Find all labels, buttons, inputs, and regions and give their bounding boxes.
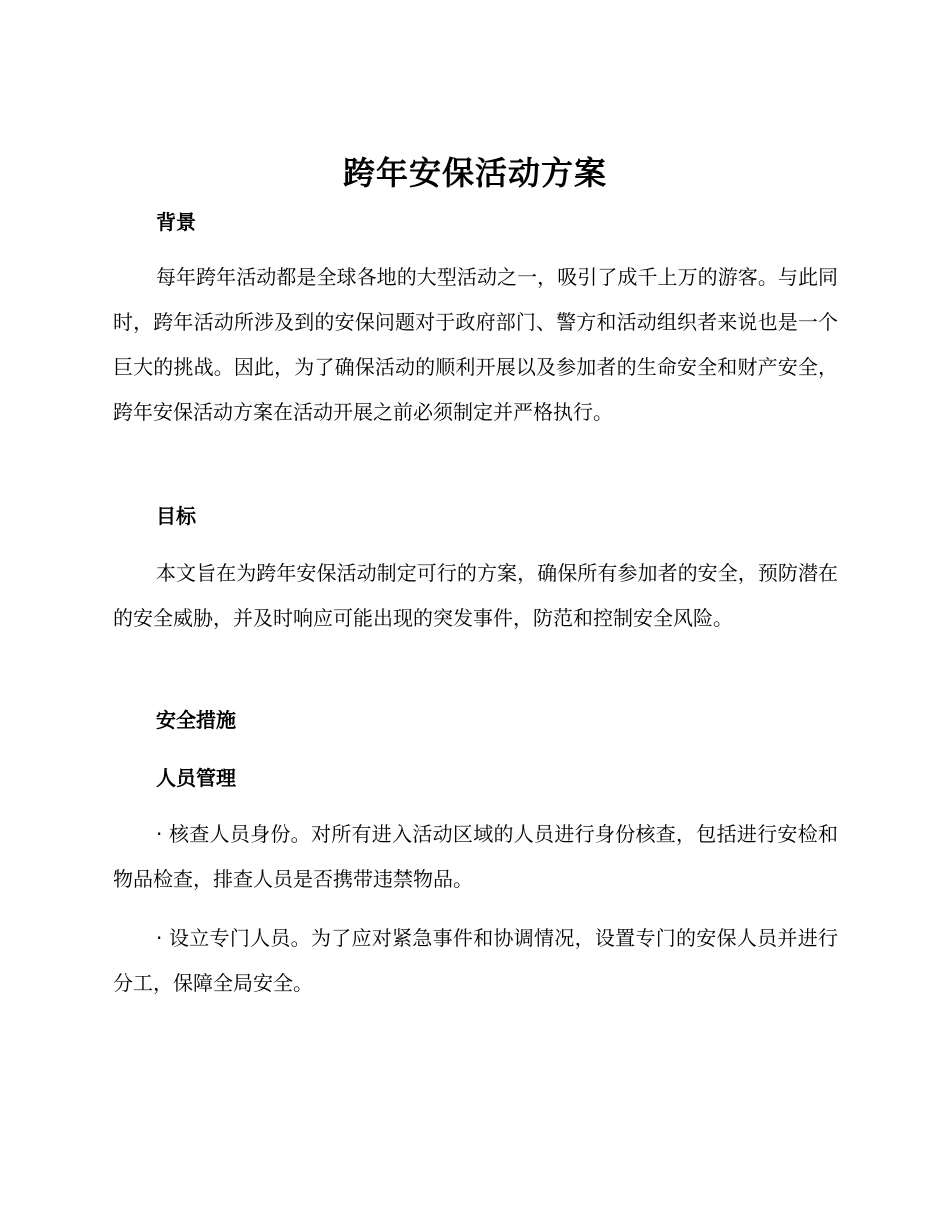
paragraph-background: 每年跨年活动都是全球各地的大型活动之一，吸引了成千上万的游客。与此同时，跨年活动所涉及到的安保问题对于政府部门、警方和活动组织者来说也是一个巨大的挑战。因此，为了确保活动的顺利开展以及参加者的生命安全和财产安全，跨年安保活动方案在活动开展之前必须制定并严格执行。 xyxy=(113,265,838,424)
section-heading-measures: 安全措施 xyxy=(156,708,236,732)
bullet-identity-check: · 核查人员身份。对所有进入活动区域的人员进行身份核查，包括进行安检和物品检查，排查人员是否携带违禁物品。 xyxy=(113,822,838,891)
bullet-dedicated-staff: · 设立专门人员。为了应对紧急事件和协调情况，设置专门的安保人员并进行分工，保障全局安全。 xyxy=(113,926,838,995)
section-heading-personnel: 人员管理 xyxy=(156,766,236,790)
section-heading-background: 背景 xyxy=(156,210,196,234)
page-title: 跨年安保活动方案 xyxy=(342,154,607,192)
section-heading-goal: 目标 xyxy=(156,504,196,528)
paragraph-goal: 本文旨在为跨年安保活动制定可行的方案，确保所有参加者的安全，预防潜在的安全威胁，并及时响应可能出现的突发事件，防范和控制安全风险。 xyxy=(113,561,838,630)
